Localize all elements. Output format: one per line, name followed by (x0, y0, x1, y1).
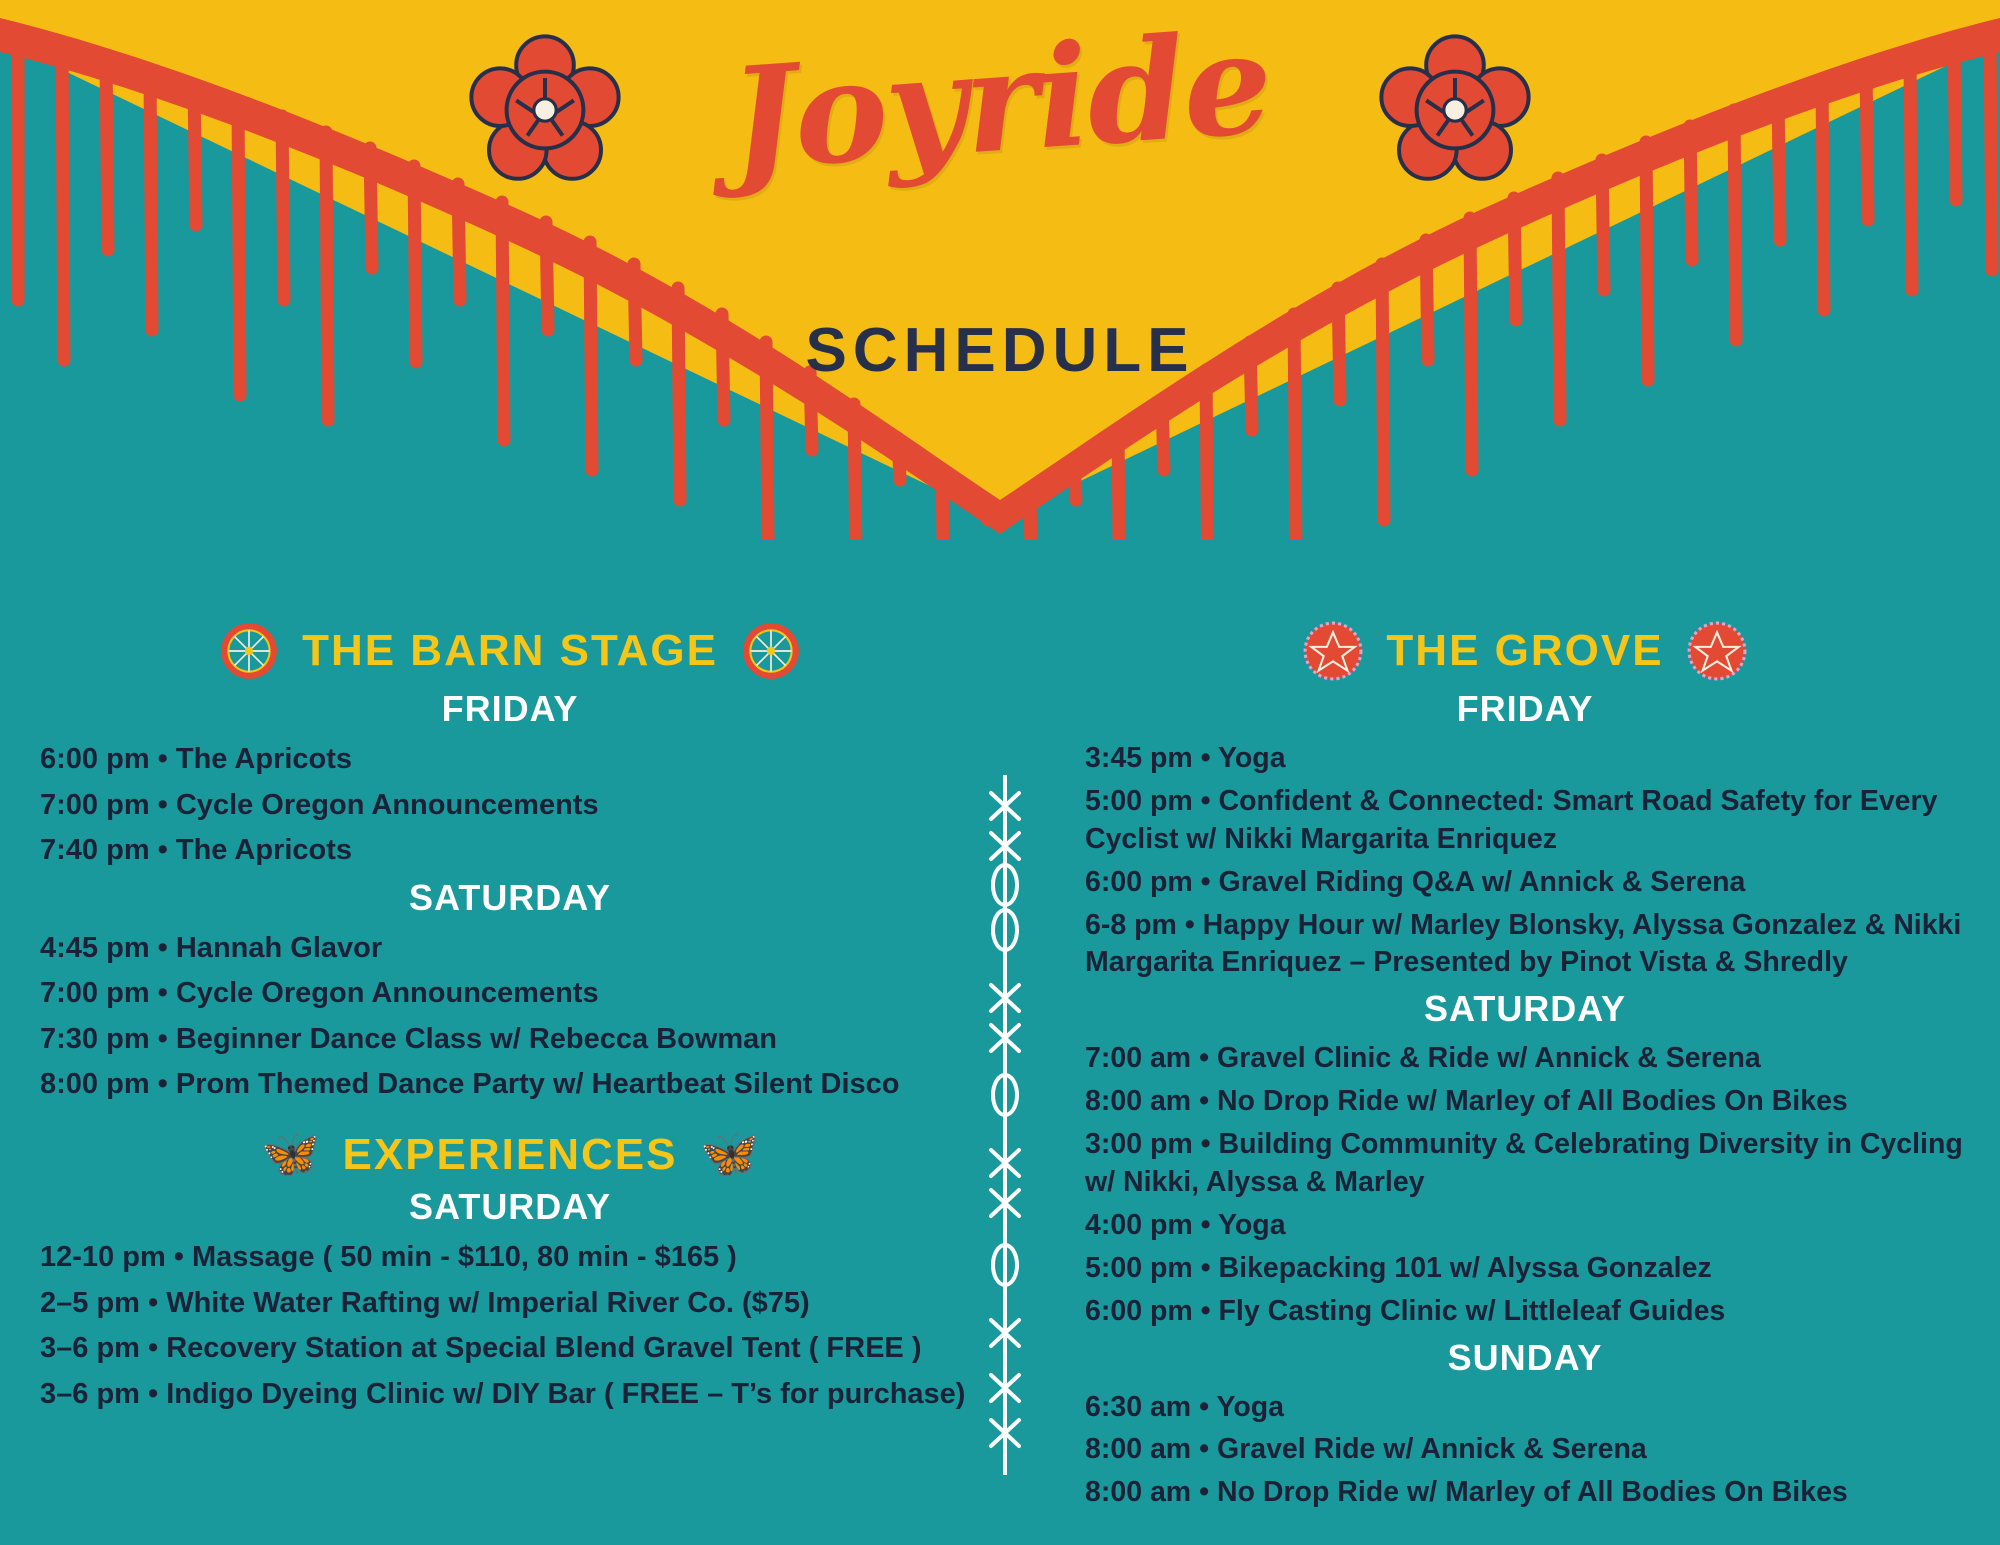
event-list (1085, 740, 1965, 982)
list-item: 4:00 pm • Yoga (1085, 1208, 1286, 1241)
list-item: 7:00 am • Gravel Clinic & Ride w/ Annick & Serena (1085, 1042, 1761, 1075)
star-flower-icon (1686, 620, 1748, 682)
list-item: 8:00 am • No Drop Ride w/ Marley of All Bodies On Bikes (1085, 1476, 1848, 1509)
list-item: 7:00 pm • Cycle Oregon Announcements (40, 788, 599, 821)
day-label: SATURDAY (1423, 988, 1627, 1030)
event-list (40, 740, 980, 870)
list-item: 3–6 pm • Indigo Dyeing Clinic w/ DIY Bar ( FREE – T’s for purchase) (40, 1377, 966, 1410)
day-label: SATURDAY (408, 1185, 612, 1227)
list-item: 7:00 pm • Cycle Oregon Announcements (40, 977, 599, 1010)
section-barn-stage (40, 620, 980, 1104)
brand-logo: Joyride (724, 1, 1276, 203)
event-list (1085, 1389, 1965, 1513)
list-item: 7:40 pm • The Apricots (40, 834, 353, 867)
list-item: 6:00 pm • Gravel Riding Q&A w/ Annick & Serena (1085, 865, 1746, 898)
section-header (40, 1127, 980, 1181)
section-header (1085, 620, 1965, 682)
section-title: EXPERIENCES (342, 1129, 678, 1179)
list-item: 4:45 pm • Hannah Glavor (40, 931, 383, 964)
section-the-grove (1085, 620, 1965, 1512)
list-item: 12-10 pm • Massage ( 50 min - $110, 80 min - $165 ) (40, 1240, 737, 1273)
list-item: 8:00 am • Gravel Ride w/ Annick & Serena (1085, 1433, 1647, 1466)
section-header (40, 620, 980, 682)
list-item: 3:45 pm • Yoga (1085, 742, 1286, 774)
list-item: 6:00 pm • The Apricots (40, 743, 353, 775)
day-label: FRIDAY (1456, 688, 1594, 729)
section-experiences (40, 1127, 980, 1413)
list-item: 5:00 pm • Bikepacking 101 w/ Alyssa Gonzalez (1085, 1251, 1712, 1284)
wheel-flower-icon (740, 620, 802, 682)
list-item: 6:00 pm • Fly Casting Clinic w/ Littleleaf Guides (1085, 1294, 1726, 1327)
day-label: SUNDAY (1447, 1336, 1603, 1378)
list-item: 3–6 pm • Recovery Station at Special Blend Gravel Tent ( FREE ) (40, 1332, 922, 1365)
list-item: 8:00 am • No Drop Ride w/ Marley of All Bodies On Bikes (1085, 1085, 1848, 1118)
day-label: FRIDAY (441, 688, 579, 729)
list-item: 3:00 pm • Building Community & Celebrating Diversity in Cycling w/ Nikki, Alyssa & Marley (1085, 1128, 1963, 1199)
header-banner (0, 0, 2000, 540)
list-item: 6-8 pm • Happy Hour w/ Marley Blonsky, Alyssa Gonzalez & Nikki Margarita Enriquez – Presented by Pinot Vista & Shredly (1085, 908, 1962, 979)
list-item: 2–5 pm • White Water Rafting w/ Imperial River Co. ($75) (40, 1286, 810, 1319)
event-list (1085, 1040, 1965, 1330)
list-item: 6:30 am • Yoga (1085, 1390, 1285, 1423)
star-flower-icon (1302, 620, 1364, 682)
list-item: 5:00 pm • Confident & Connected: Smart Road Safety for Every Cyclist w/ Nikki Margarita Enriquez (1085, 784, 1938, 855)
event-list (40, 1238, 980, 1413)
butterfly-icon: 🦋 (260, 1127, 321, 1181)
column-left (40, 620, 980, 1420)
day-label: SATURDAY (408, 876, 612, 918)
schedule-columns (0, 620, 2000, 1545)
list-item: 8:00 pm • Prom Themed Dance Party w/ Heartbeat Silent Disco (40, 1068, 900, 1101)
list-item: 7:30 pm • Beginner Dance Class w/ Rebecca Bowman (40, 1022, 778, 1055)
column-right (1085, 620, 1965, 1517)
butterfly-icon: 🦋 (699, 1127, 760, 1181)
section-title: THE GROVE (1386, 626, 1664, 675)
event-list (40, 929, 980, 1104)
section-title: THE BARN STAGE (302, 626, 718, 675)
wheel-flower-icon (218, 620, 280, 682)
page-title: SCHEDULE (805, 316, 1195, 385)
